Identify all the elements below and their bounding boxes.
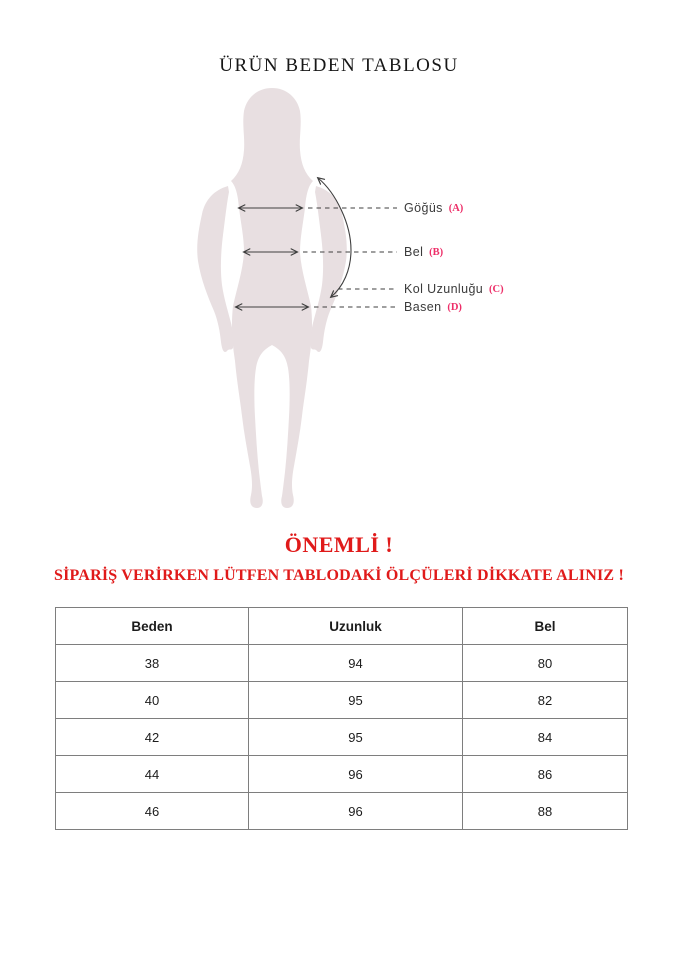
measurement-label-hip (404, 300, 462, 314)
cell-bel: 88 (463, 793, 628, 830)
arm-length-label-text: Kol Uzunluğu (404, 282, 484, 296)
waist-label-text: Bel (404, 245, 424, 259)
cell-uzunluk: 96 (249, 756, 463, 793)
cell-beden: 46 (56, 793, 249, 830)
warning-subheading: SİPARİŞ VERİRKEN LÜTFEN TABLODAKİ ÖLÇÜLERİ DİKKATE ALINIZ ! (54, 567, 624, 584)
body-measurement-figure (0, 80, 678, 520)
measurement-label-waist (404, 245, 444, 259)
measurement-label-chest (404, 201, 464, 215)
arm-length-label-letter: (C) (489, 284, 504, 295)
cell-uzunluk: 95 (249, 682, 463, 719)
chest-label-letter: (A) (448, 203, 464, 214)
table-row (56, 793, 628, 830)
chest-label-text: Göğüs (404, 201, 443, 215)
figure-svg (0, 80, 678, 520)
cell-beden: 38 (56, 645, 249, 682)
hip-label-text: Basen (404, 300, 442, 314)
cell-uzunluk: 94 (249, 645, 463, 682)
column-header-bel: Bel (463, 608, 628, 645)
cell-bel: 80 (463, 645, 628, 682)
column-header-uzunluk: Uzunluk (249, 608, 463, 645)
cell-uzunluk: 96 (249, 793, 463, 830)
measurement-label-arm-length (404, 282, 504, 296)
cell-beden: 42 (56, 719, 249, 756)
cell-bel: 84 (463, 719, 628, 756)
column-header-beden: Beden (56, 608, 249, 645)
hip-label-letter: (D) (447, 302, 462, 313)
table-row (56, 756, 628, 793)
table-row (56, 682, 628, 719)
size-table (55, 607, 628, 830)
cell-uzunluk: 95 (249, 719, 463, 756)
waist-label-letter: (B) (429, 247, 444, 258)
size-table-header-row (56, 608, 628, 645)
table-row (56, 719, 628, 756)
cell-beden: 44 (56, 756, 249, 793)
page-title: ÜRÜN BEDEN TABLOSU (219, 55, 459, 76)
cell-beden: 40 (56, 682, 249, 719)
body-silhouette (231, 88, 313, 508)
table-row (56, 645, 628, 682)
cell-bel: 82 (463, 682, 628, 719)
warning-heading: ÖNEMLİ ! (284, 532, 394, 557)
cell-bel: 86 (463, 756, 628, 793)
left-arm-silhouette (197, 186, 233, 352)
